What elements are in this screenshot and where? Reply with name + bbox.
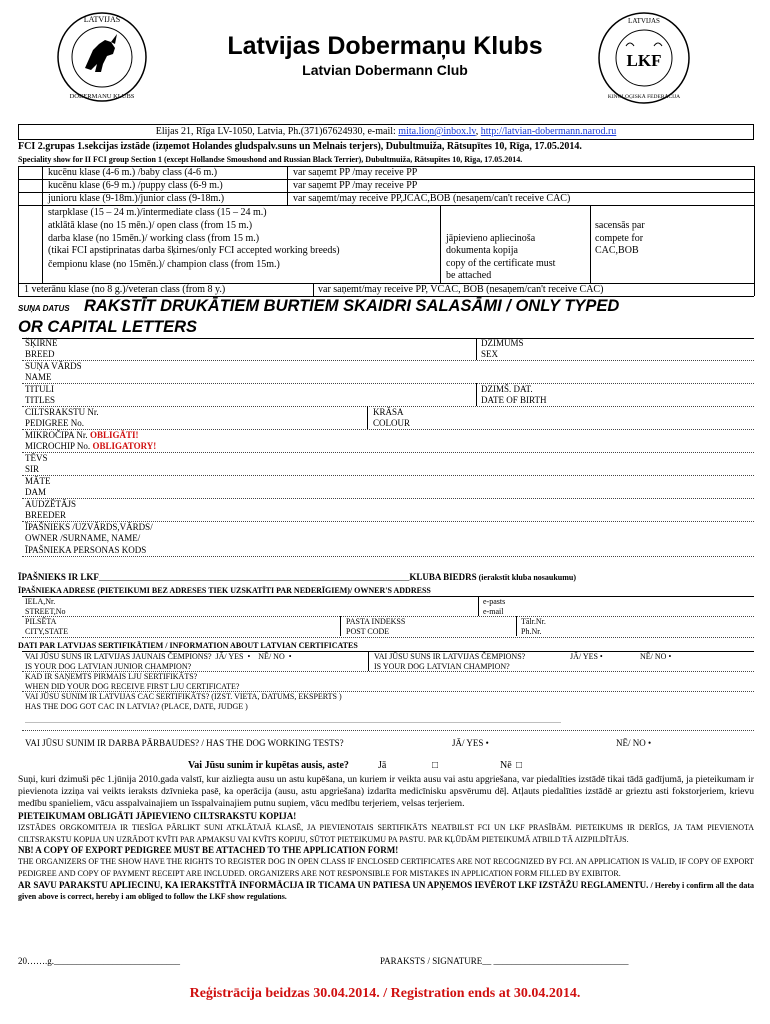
dog-data-heading-2: OR CAPITAL LETTERS [18,318,198,336]
phone-label-en: Ph.Nr. [521,627,542,636]
rules-nb-export: NB! A COPY OF EXPORT PEDIGREE MUST BE ATTACHED TO THE APPLICATION FORM! [18,845,399,855]
owner-id-label: ĪPAŠNIEKA PERSONAS KODS [25,545,147,555]
cropped-yes-checkbox[interactable]: □ [432,760,439,771]
sire-label-lv: TĒVS [25,453,48,463]
owner-label-lv: ĪPAŠNIEKS /UZVĀRDS,VĀRDS/ [25,522,153,532]
owner-address-heading: ĪPAŠNIEKA ADRESE (PIETEIKUMI BEZ ADRESES TIEK UZSKATĪTI PAR NEDERĪGIEM)/ OWNER'S ADDRESS [18,586,431,595]
date-field[interactable]: 20…….g.____________________________ [18,956,180,966]
svg-text:DOBERMANU KLUBS: DOBERMANU KLUBS [69,93,135,100]
chip-label-en [25,441,156,452]
dog-data-label: SUŅA DATUS [18,304,70,313]
class-puppy-note: var saņemt PP /may receive PP [293,180,418,191]
cac-question-en: HAS THE DOG GOT CAC IN LATVIA? (PLACE, DATE, JUDGE ) [25,702,248,711]
rules-confirm-en: / Hereby i confirm all the data given above is correct, hereby i am obliged to follow the LKF show regulations. [18,881,755,901]
rules-cropping-paragraph: Suņi, kuri dzimuši pēc 1.jūnija 2010.gada valstī, kur aizliegta ausu un astu kupēšana, un kuriem ir veikta ausu vai astu apgriešana, var piedalīties izstādē tikai tādā gadījumā, ja pieteikumam ir pievienota izziņa vai veikts ieraksts dzīvnieka pasē, ka operācija (ausu, astu apgriešana) izdarīta medicīnisku apsvērumu dēļ. Atļauts piedalīties izstādē ar grieztu asti fokstorjeriem, krievu medību spanieliem, vācu asspalvainajiem un īsspalvainajiem putnu suņiem, vācu medību terjeriem, velsas terjeriem. [18,774,754,809]
working-yes-option[interactable]: JĀ/ YES • [452,738,489,748]
chip-label-lv [25,430,138,441]
registration-deadline: Reģistrācija beidzas 30.04.2014. / Registration ends at 30.04.2014. [189,986,581,1001]
name-label-en: NAME [25,372,52,382]
breed-label-en: BREED [25,349,55,359]
cert-note-3: copy of the certificate must [446,258,556,269]
dam-label-lv: MĀTE [25,476,51,486]
class-puppy: kucēnu klase (6-9 m.) /puppy class (6-9 m.) [48,180,223,191]
name-label-lv: SUŅA VĀRDS [25,361,82,371]
cropped-question: Vai Jūsu sunim ir kupētas ausis, aste? [188,760,349,771]
class-veteran-note: var saņemt/may receive PP, VCAC, BOB (nesaņem/can't receive CAC) [318,284,604,295]
lkf-label: ĪPAŠNIEKS IR LKF [18,572,99,582]
cac-answer-dots[interactable]: ............................................................................................................................................................................................................................................................................ [25,716,561,725]
color-label-en: COLOUR [373,418,411,428]
chip-required-en: OBLIGATORY! [92,441,157,451]
cert-note-2: dokumenta kopija [446,245,518,256]
sex-label-en: SEX [481,349,499,359]
chip-text-en: MICROCHIP No. [25,441,93,451]
class-open: atklātā klase (no 15 mēn.)/ open class (from 15 m.) [48,220,253,231]
cac-question-lv: VAI JŪSU SUNIM IR LATVIJAS CAC SERTIFIKĀTS? (IZST. VIETA, DATUMS, EKSPERTS ) [25,692,342,701]
class-veteran: 1 veterānu klase (no 8 g.)/veteran class (from 8 y.) [24,284,226,295]
certs-heading: DATI PAR LATVIJAS SERTIFIKĀTIEM / INFORMATION ABOUT LATVIAN CERTIFICATES [18,641,358,650]
svg-text:KINOLOĢISKĀ FEDERĀCIJA: KINOLOĢISKĀ FEDERĀCIJA [607,94,681,100]
dog-data-heading-1: RAKSTĪT DRUKĀTIEM BURTIEM SKAIDRI SALASĀMI / ONLY TYPED [84,297,620,315]
titles-label-en: TITLES [25,395,55,405]
junior-champ-question-en: IS YOUR DOG LATVIAN JUNIOR CHAMPION? [25,662,192,671]
lkf-logo-right [596,10,692,106]
club-subtitle: Latvian Dobermann Club [302,62,468,78]
rules-signature-statement [18,880,754,902]
city-label-en: CITY,STATE [25,627,68,636]
sire-label-en: SIR [25,464,40,474]
lkf-blank[interactable]: _____________________________________________________________________ [98,572,410,582]
pedigree-label-en: PEDIGREE No. [25,418,84,428]
champ-no-option[interactable]: NĒ/ NO • [640,652,672,661]
dam-label-en: DAM [25,487,47,497]
show-title-lv: FCI 2.grupas 1.sekcijas izstāde (izņemot Holandes gludspalv.suns un Melnais terjers), Dubultmuiža, Rātsupītes 10, Rīga, 17.05.2014. [18,141,582,152]
show-title-en: Speciality show for II FCI group Section 1 (except Hollandse Smoushond and Russian Black Terrier), Dubultmuiža, Rātsupītes 10, Rīga, 17.05.2014. [18,155,523,164]
breed-label-lv: ŠĶIRNE [25,338,58,348]
svg-text:LATVIJAS: LATVIJAS [83,15,121,24]
champ-question-en: IS YOUR DOG LATVIAN CHAMPION? [374,662,510,671]
owner-label-en: OWNER /SURNAME, NAME/ [25,533,141,543]
class-baby: kucēnu klase (4-6 m.) /baby class (4-6 m.) [48,167,218,178]
rules-confirm-lv: AR SAVU PARAKSTU APLIECINU, KA IERAKSTĪTĀ INFORMĀCIJA IR TICAMA UN PATIESA UN APŅEMOS IEVĒROT LKF IZSTĀŽU REGLAMENTU. [18,880,649,890]
first-cert-question-en: WHEN DID YOUR DOG RECEIVE FIRST LJU CERTIFICATE? [25,682,240,691]
post-label-en: POST CODE [346,627,390,636]
chip-required-lv: OBLIGĀTI! [89,430,139,440]
titles-label-lv: TITULI [25,384,54,394]
signature-field[interactable]: PARAKSTS / SIGNATURE__ ______________________________ [380,956,629,966]
club-member-label: KLUBA BIEDRS [409,572,477,582]
breeder-label-lv: AUDZĒTĀJS [25,499,76,509]
post-label-lv: PASTA INDEKSS [346,617,406,626]
phone-label-lv: Tālr.Nr. [521,617,546,626]
email-link[interactable]: mita.lion@inbox.lv [398,126,476,137]
class-junior: junioru klase (9-18m.)/junior class (9-18m.) [48,193,225,204]
cropped-no-checkbox[interactable]: □ [516,760,523,771]
club-title: Latvijas Dobermaņu Klubs [227,32,543,60]
sex-label-lv: DZIMUMS [481,338,524,348]
compete-2: compete for [595,233,644,244]
svg-text:LATVIJAS: LATVIJAS [628,17,660,25]
email-label-lv: e-pasts [483,597,506,606]
cropped-no-label: Nē [500,760,512,771]
rules-pedigree-required: PIETEIKUMAM OBLIGĀTI JĀPIEVIENO CILTSRAKSTU KOPIJA! [18,811,297,821]
first-cert-question-lv: KAD IR SAŅEMTS PIRMAIS LJU SERTIFIKĀTS? [25,672,198,681]
lkf-member-line [18,572,576,583]
club-member-note: (ierakstīt kluba nosaukumu) [476,573,576,582]
class-champion: čempionu klase (no 15mēn.)/ champion class (from 15m.) [48,259,280,270]
champ-question-lv: VAI JŪSU SUNS IR LATVIJAS ČEMPIONS? [374,652,526,661]
address-sep: , [475,126,481,137]
junior-champ-question-lv: VAI JŪSU SUNS IR LATVIJAS JAUNAIS ČEMPIONS? JĀ/ YES • NĒ/ NO • [25,652,292,661]
street-label-lv: IELA,Nr. [25,597,56,606]
website-link[interactable]: http://latvian-dobermann.narod.ru [480,126,617,137]
class-intermediate: starpklase (15 – 24 m.)/intermediate class (15 – 24 m.) [48,207,267,218]
rules-block [18,774,754,902]
cropped-yes-label: Jā [378,760,387,771]
compete-3: CAC,BOB [595,245,639,256]
cert-note-4: be attached [446,270,492,281]
address-line [18,126,754,138]
rules-lv-caps: IZSTĀDES ORGKOMITEJA IR TIESĪGA PĀRLIKT SUNI ATKLĀTAJĀ KLASĒ, JA PIEVIENOTAIS SERTIFIKĀTS NEATBILST FCI UN LKF PRASĪBĀM. PIETEIKUMS IR DERĪGS, JA TAM PIEVIENOTA CILTSRAKSTU KOPIJA UN UZRĀDOT KVĪTI PAR APMAKSU VAI KVĪTS KOPIJU, SŪTOT PIETEIKUMU PA PASTU. PAR KĻŪDĀM PIETEIKUMĀ ATBILD TĀ AIZPILDĪTĀJS. [18,823,754,844]
working-tests-question: VAI JŪSU SUNIM IR DARBA PĀRBAUDES? / HAS THE DOG WORKING TESTS? [25,738,344,748]
street-label-en: STREET,No [25,607,66,616]
champ-yes-option[interactable]: JĀ/ YES • [570,652,603,661]
cert-note-1: jāpievieno apliecinoša [446,233,536,244]
color-label-lv: KRĀSA [373,407,404,417]
pedigree-label-lv: CILTSRAKSTU Nr. [25,407,99,417]
class-working-note: (tikai FCI apstiprinatas darba šķirnes/only FCI accepted working breeds) [48,245,340,256]
address-text: Elijas 21, Rīga LV-1050, Latvia, Ph.(371)67624930, e-mail: [155,126,399,137]
chip-text-lv: MIKROČIPA Nr. [25,430,90,440]
working-no-option[interactable]: NĒ/ NO • [616,738,652,748]
breeder-label-en: BREEDER [25,510,67,520]
dob-label-en: DATE OF BIRTH [481,395,547,405]
city-label-lv: PILSĒTA [25,617,57,626]
compete-1: sacensās par [595,220,645,231]
class-baby-note: var saņemt PP /may receive PP [293,167,418,178]
dob-label-lv: DZIMŠ. DAT. [481,384,533,394]
class-junior-note: var saņemt/may receive PP,JCAC,BOB (nesaņem/can't receive CAC) [293,193,571,204]
svg-text:LKF: LKF [626,51,662,70]
class-working: darba klase (no 15mēn.)/ working class (from 15 m.) [48,233,260,244]
rules-en-caps: THE ORGANIZERS OF THE SHOW HAVE THE RIGHTS TO REGISTER DOG IN OPEN CLASS IF ENCLOSED CERTIFICATES ARE NOT RECOGNIZED BY FCI. AN APPLICATION IS VALID, IF COPY OF EXPORT PEDIGREE AND COPY OF PAYMENT RECEIPT ARE INCLUDED. ORGANIZERS ARE NOT RESPONSIBLE FOR MISTAKES IN APPLICATION FORM FILLED BY EXIBITOR. [18,857,754,878]
email-label-en: e-mail [483,607,504,616]
